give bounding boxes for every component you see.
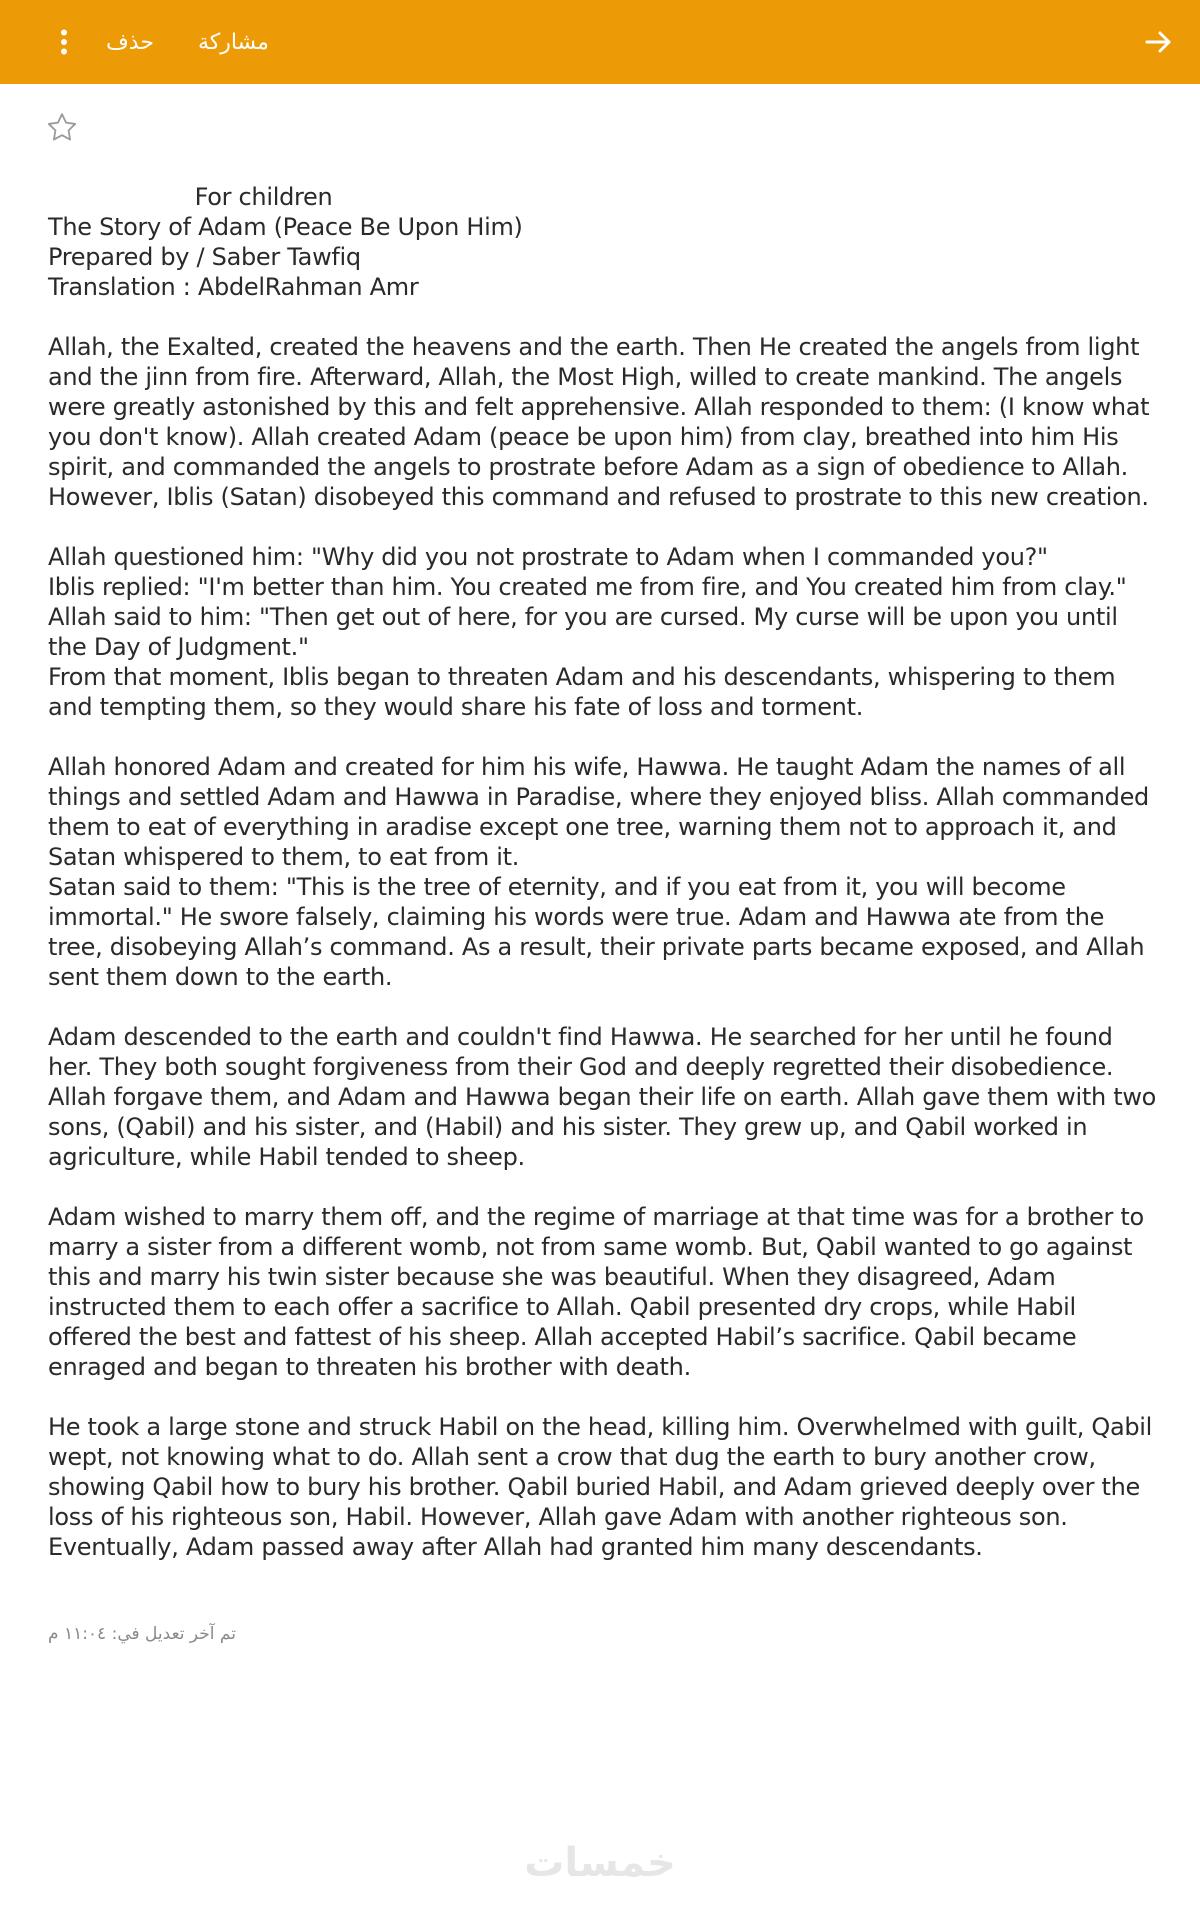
note-paragraph: Adam descended to the earth and couldn't find Hawwa. He searched for her until he found her. They both sought forgiveness from their God and deeply regretted their disobedience. Allah forgave them, and Adam and Hawwa began their life on earth. Allah gave them with two sons, (Qabil) and his sister, and (Habil) and his sister. They grew up, and Qabil worked in agriculture, while Habil tended to sheep. xyxy=(48,1023,1164,1171)
top-app-bar xyxy=(0,0,1200,84)
note-paragraph: Allah questioned him: "Why did you not prostrate to Adam when I commanded you?" Iblis replied: "I'm better than him. You created me from fire, and You created him from clay." Allah said to him: "Then get out of here, for you are cursed. My curse will be upon you until the Day of Judgment." From that moment, Iblis began to threaten Adam and his descendants, whispering to them and tempting them, so they would share his fate of loss and torment. xyxy=(48,543,1127,721)
header-line: For children xyxy=(48,183,333,211)
delete-button[interactable]: حذف xyxy=(106,29,154,55)
star-outline-icon xyxy=(44,110,80,146)
header-line: Prepared by / Saber Tawfiq xyxy=(48,243,361,271)
arrow-right-icon xyxy=(1143,27,1173,57)
more-options-button[interactable] xyxy=(44,18,84,66)
last-modified-label: تم آخر تعديل في: ١١:٠٤ م xyxy=(48,1624,236,1644)
note-header xyxy=(48,182,1160,302)
watermark: خمسات xyxy=(524,1840,676,1886)
note-paragraph: Adam wished to marry them off, and the regime of marriage at that time was for a brother to marry a sister from a different womb, not from same womb. But, Qabil wanted to go against this and marry his twin sister because she was beautiful. When they disagreed, Adam instructed them to each offer a sacrifice to Allah. Qabil presented dry crops, while Habil offered the best and fattest of his sheep. Allah accepted Habil’s sacrifice. Qabil became enraged and began to threaten his brother with death. xyxy=(48,1203,1152,1381)
toolbar-actions xyxy=(44,0,273,84)
favorite-button[interactable] xyxy=(44,110,80,146)
note-paragraph: He took a large stone and struck Habil on the head, killing him. Overwhelmed with guilt, Qabil wept, not knowing what to do. Allah sent a crow that dug the earth to bury another crow, showing Qabil how to bury his brother. Qabil buried Habil, and Adam grieved deeply over the loss of his righteous son, Habil. However, Allah gave Adam with another righteous son. Eventually, Adam passed away after Allah had granted him many descendants. xyxy=(48,1413,1160,1561)
more-vertical-icon xyxy=(60,29,68,55)
note-paragraph: Allah honored Adam and created for him his wife, Hawwa. He taught Adam the names of all things and settled Adam and Hawwa in Paradise, where they enjoyed bliss. Allah commanded them to eat of everything in aradise except one tree, warning them not to approach it, and Satan whispered to them, to eat from it. Satan said to them: "This is the tree of eternity, and if you eat from it, you will become immortal." He swore falsely, claiming his words were true. Adam and Hawwa ate from the tree, disobeying Allah’s command. As a result, their private parts became exposed, and Allah sent them down to the earth. xyxy=(48,753,1149,991)
note-title: The Story of Adam (Peace Be Upon Him) xyxy=(48,213,523,241)
back-button[interactable] xyxy=(1134,18,1182,66)
note-paragraph: Allah, the Exalted, created the heavens and the earth. Then He created the angels from light and the jinn from fire. Afterward, Allah, the Most High, willed to create mankind. The angels were greatly astonished by this and felt apprehensive. Allah responded to them: (I know what you don't know). Allah created Adam (peace be upon him) from clay, breathed into him His spirit, and commanded the angels to prostrate before Adam as a sign of obedience to Allah. However, Iblis (Satan) disobeyed this command and refused to prostrate to this new creation. xyxy=(48,333,1157,511)
header-line: Translation : AbdelRahman Amr xyxy=(48,273,419,301)
share-button[interactable]: مشاركة xyxy=(197,29,269,55)
note-content[interactable] xyxy=(48,182,1164,1592)
